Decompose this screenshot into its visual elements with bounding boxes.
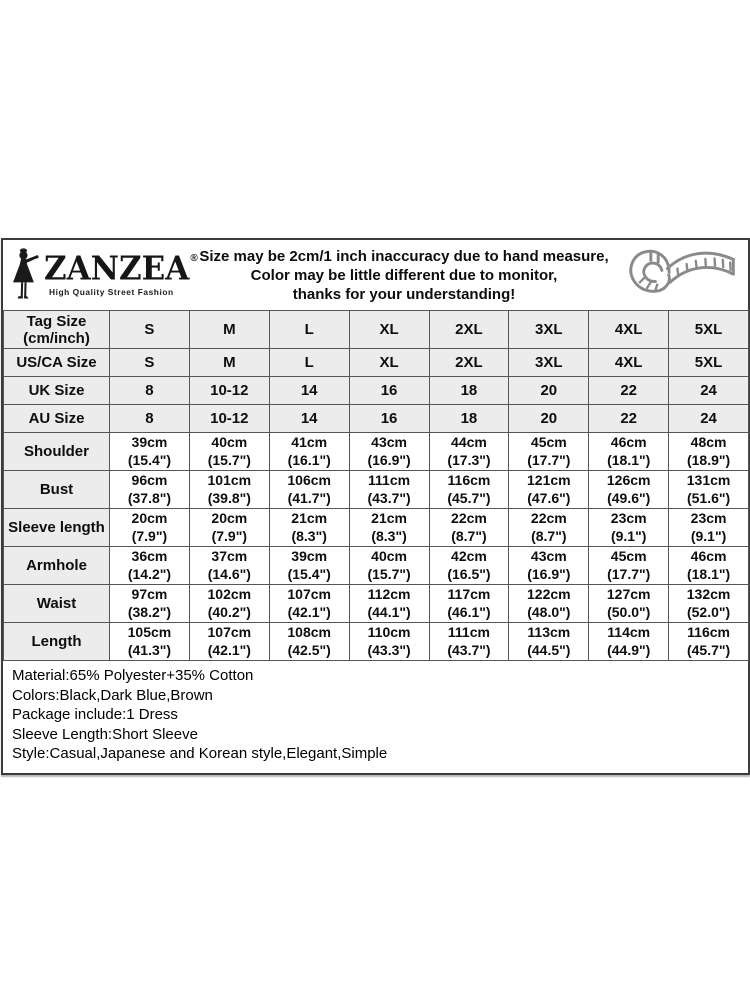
table-cell: 113cm (44.5") [509,623,589,661]
disclaimer-line-3: thanks for your understanding! [292,285,516,303]
table-cell: 20 [509,377,589,405]
disclaimer-line-1: Size may be 2cm/1 inch inaccuracy due to hand measure, [199,247,609,265]
table-cell: 131cm (51.6") [669,471,749,509]
table-cell: 45cm (17.7") [589,547,669,585]
table-cell: 101cm (39.8") [189,471,269,509]
table-cell: 8 [110,377,190,405]
table-cell: M [189,349,269,377]
table-cell: L [269,349,349,377]
table-cell: 3XL [509,349,589,377]
table-row [4,547,749,585]
table-row [4,377,749,405]
table-cell: 24 [669,405,749,433]
table-cell: 111cm (43.7") [349,471,429,509]
table-cell: 40cm (15.7") [189,433,269,471]
table-cell: 45cm (17.7") [509,433,589,471]
table-cell: 21cm (8.3") [349,509,429,547]
table-cell: 116cm (45.7") [429,471,509,509]
table-cell: 18 [429,377,509,405]
table-cell: 41cm (16.1") [269,433,349,471]
row-label: UK Size [4,377,110,405]
brand-logo [3,244,198,306]
woman-silhouette-icon [8,244,42,306]
table-cell: 48cm (18.9") [669,433,749,471]
table-cell: 24 [669,377,749,405]
table-cell: 4XL [589,311,669,349]
table-cell: 132cm (52.0") [669,585,749,623]
table-cell: 43cm (16.9") [349,433,429,471]
info-style: Style:Casual,Japanese and Korean style,Elegant,Simple [12,745,388,762]
table-cell: S [110,311,190,349]
table-row [4,349,749,377]
size-chart-sheet [1,238,750,775]
product-info [3,661,748,773]
table-cell: 2XL [429,311,509,349]
table-cell: 22 [589,377,669,405]
table-cell: 20 [509,405,589,433]
table-cell: 43cm (16.9") [509,547,589,585]
row-label: Sleeve length [4,509,110,547]
table-cell: 114cm (44.9") [589,623,669,661]
measuring-tape-icon [618,242,746,308]
table-cell: L [269,311,349,349]
table-cell: 116cm (45.7") [669,623,749,661]
disclaimer-line-2: Color may be little different due to monitor, [250,266,558,284]
table-cell: 106cm (41.7") [269,471,349,509]
info-colors: Colors:Black,Dark Blue,Brown [12,686,213,704]
table-cell: 126cm (49.6") [589,471,669,509]
table-row [4,405,749,433]
info-sleeve-length: Sleeve Length:Short Sleeve [12,725,198,743]
table-cell: 14 [269,405,349,433]
table-cell: 117cm (46.1") [429,585,509,623]
table-cell: 16 [349,405,429,433]
table-cell: 23cm (9.1") [589,509,669,547]
table-cell: 8 [110,405,190,433]
table-cell: 97cm (38.2") [110,585,190,623]
table-cell: 107cm (42.1") [189,623,269,661]
row-label: AU Size [4,405,110,433]
table-row [4,471,749,509]
info-package: Package include:1 Dress [12,706,178,723]
row-label: Bust [4,471,110,509]
table-cell: 108cm (42.5") [269,623,349,661]
row-label: Armhole [4,547,110,585]
table-cell: 39cm (15.4") [269,547,349,585]
brand-tagline: High Quality Street Fashion [49,286,174,297]
table-cell: 121cm (47.6") [509,471,589,509]
row-label: Tag Size (cm/inch) [4,311,110,349]
table-cell: 96cm (37.8") [110,471,190,509]
table-cell: 44cm (17.3") [429,433,509,471]
table-cell: 46cm (18.1") [589,433,669,471]
table-cell: 10-12 [189,377,269,405]
table-cell: 10-12 [189,405,269,433]
table-cell: 127cm (50.0") [589,585,669,623]
table-cell: 5XL [669,349,749,377]
info-material: Material:65% Polyester+35% Cotton [12,667,254,684]
table-cell: 14 [269,377,349,405]
table-cell: 23cm (9.1") [669,509,749,547]
table-cell: 5XL [669,311,749,349]
table-cell: 22 [589,405,669,433]
table-cell: 20cm (7.9") [110,509,190,547]
table-cell: 20cm (7.9") [189,509,269,547]
registered-mark: ® [190,252,198,264]
header [3,240,748,310]
table-cell: 42cm (16.5") [429,547,509,585]
table-cell: 46cm (18.1") [669,547,749,585]
table-cell: XL [349,349,429,377]
table-cell: 36cm (14.2") [110,547,190,585]
table-cell: 18 [429,405,509,433]
table-cell: 122cm (48.0") [509,585,589,623]
table-cell: M [189,311,269,349]
table-row [4,433,749,471]
brand-name: ZANZEA [44,249,190,288]
row-label: Shoulder [4,433,110,471]
table-cell: 112cm (44.1") [349,585,429,623]
table-cell: 102cm (40.2") [189,585,269,623]
table-cell: S [110,349,190,377]
size-table [3,310,749,661]
table-cell: 22cm (8.7") [429,509,509,547]
table-cell: 2XL [429,349,509,377]
logo-text [42,249,198,297]
table-cell: 40cm (15.7") [349,547,429,585]
table-cell: 3XL [509,311,589,349]
row-label: US/CA Size [4,349,110,377]
table-cell: 37cm (14.6") [189,547,269,585]
table-cell: 105cm (41.3") [110,623,190,661]
table-cell: 110cm (43.3") [349,623,429,661]
table-cell: 111cm (43.7") [429,623,509,661]
size-table-body [4,311,749,661]
table-cell: 22cm (8.7") [509,509,589,547]
table-cell: 107cm (42.1") [269,585,349,623]
row-label: Waist [4,585,110,623]
table-cell: 39cm (15.4") [110,433,190,471]
table-row [4,311,749,349]
row-label: Length [4,623,110,661]
table-row [4,623,749,661]
table-cell: XL [349,311,429,349]
table-row [4,585,749,623]
size-disclaimer [190,247,618,304]
table-cell: 4XL [589,349,669,377]
table-cell: 21cm (8.3") [269,509,349,547]
table-row [4,509,749,547]
table-cell: 16 [349,377,429,405]
